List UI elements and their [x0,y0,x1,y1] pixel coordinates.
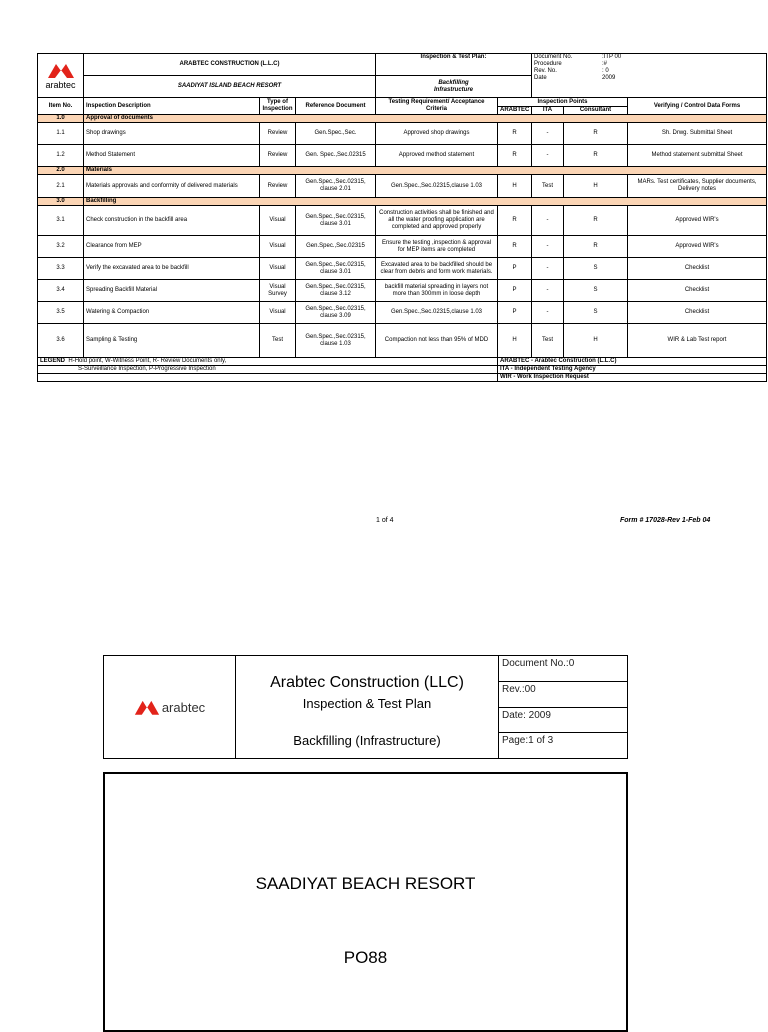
section-title: Materials [84,167,767,175]
table-row [38,258,767,280]
procedure-label: Procedure [534,61,562,67]
section-row [38,115,767,123]
item-ita: - [532,145,564,167]
itp-table [37,53,767,382]
item-no: 3.6 [38,324,84,358]
table-row [38,175,767,198]
item-arabtec: R [498,123,532,145]
item-consultant: S [564,258,628,280]
item-ita: Test [532,175,564,198]
legend-spacer [38,374,498,382]
header-verifying: Verifying / Control Data Forms [628,98,767,115]
doc-no-value: :ITP 00 [602,54,622,60]
header-arabtec: ARABTEC [498,107,532,115]
header-ita: ITA [532,107,564,115]
item-reference: Gen.Spec.,Sec.02315, clause 3.01 [296,206,376,236]
item-no: 3.1 [38,206,84,236]
cover-header [103,655,628,759]
plan-subtitle-2: Infrastructure [433,86,473,93]
abbr-wir: WIR - Work Inspection Request [498,374,767,382]
item-type: Visual [260,258,296,280]
item-type: Visual [260,302,296,324]
item-criteria: Gen.Spec.,Sec.02315,clause 1.03 [376,302,498,324]
item-description: Clearance from MEP [84,236,260,258]
item-arabtec: H [498,324,532,358]
item-forms: Method statement submittal Sheet [628,145,767,167]
cover-doc-info [499,656,627,758]
abbr-arabtec: ARABTEC - Arabtec Construction (L.L.C) [498,358,767,366]
cover-date: Date: 2009 [499,708,627,734]
item-consultant: R [564,145,628,167]
item-arabtec: P [498,280,532,302]
item-reference: Gen.Spec.,Sec.02315 [296,236,376,258]
item-type: Visual Survey [260,280,296,302]
item-consultant: H [564,324,628,358]
item-ita: Test [532,324,564,358]
item-criteria: Approved method statement [376,145,498,167]
cover-logo [104,656,236,758]
section-row [38,167,767,175]
arabtec-logo-icon [46,62,76,78]
rev-label: Rev. No. [534,68,557,74]
item-no: 3.4 [38,280,84,302]
item-no: 1.2 [38,145,84,167]
page-number: 1 of 4 [376,517,394,524]
item-ita: - [532,302,564,324]
header-type: Type of Inspection [260,98,296,115]
cover-body [103,772,628,1032]
item-no: 3.3 [38,258,84,280]
item-arabtec: H [498,175,532,198]
table-row [38,280,767,302]
cover-logo-wordmark: arabtec [161,699,206,715]
date-label: Date [534,75,547,81]
item-criteria: Excavated area to be backfilled should be clear from debris and form work materials. [376,258,498,280]
cover-project: SAADIYAT BEACH RESORT [255,874,476,893]
section-title: Backfilling [84,198,767,206]
item-ita: - [532,123,564,145]
header-criteria: Testing Requirement/ Acceptance Criteria [376,98,498,115]
section-no: 3.0 [38,198,84,206]
section-title: Approval of documents [84,115,767,123]
item-ita: - [532,258,564,280]
item-type: Test [260,324,296,358]
header-item-no: Item No. [38,98,84,115]
item-description: Verify the excavated area to be backfill [84,258,260,280]
legend [38,358,498,366]
cover-scope: Backfilling (Infrastructure) [293,733,441,748]
header-reference: Reference Document [296,98,376,115]
item-type: Visual [260,236,296,258]
legend-line-2: S-Surveillance Inspection, P-Progressive Inspection [38,366,498,374]
logo-wordmark: arabtec [45,79,76,90]
item-criteria: Construction activities shall be finished and all the water proofing application are completed and approved properly [376,206,498,236]
table-row [38,236,767,258]
item-description: Check construction in the backfill area [84,206,260,236]
item-no: 2.1 [38,175,84,198]
plan-title: Inspection & Test Plan: [376,54,532,76]
item-description: Materials approvals and conformity of delivered materials [84,175,260,198]
item-type: Review [260,145,296,167]
legend-line-1: H-Hold point, W-Witness Point, R- Review Documents only, [68,358,227,364]
header-description: Inspection Description [84,98,260,115]
item-no: 1.1 [38,123,84,145]
form-number: Form # 17028-Rev 1-Feb 04 [620,517,711,524]
table-row [38,302,767,324]
item-forms: Approved WIR's [628,206,767,236]
item-forms: WIR & Lab Test report [628,324,767,358]
cover-po: PO88 [343,948,388,967]
item-forms: MARs. Test certificates, Supplier documents, Delivery notes [628,175,767,198]
abbr-ita: ITA - Independent Testing Agency [498,366,767,374]
item-reference: Gen.Spec.,Sec. [296,123,376,145]
table-row [38,206,767,236]
item-reference: Gen. Spec.,Sec.02315 [296,145,376,167]
legend-label: LEGEND [40,358,66,364]
item-arabtec: P [498,302,532,324]
item-reference: Gen.Spec.,Sec.02315, clause 3.01 [296,258,376,280]
doc-info [532,54,767,98]
item-type: Review [260,175,296,198]
table-row [38,123,767,145]
itp-sheet [37,53,766,382]
item-forms: Checklist [628,258,767,280]
cover-rev: Rev.:00 [499,682,627,708]
item-consultant: R [564,206,628,236]
item-arabtec: P [498,258,532,280]
item-description: Sampling & Testing [84,324,260,358]
rev-value: : 0 [602,68,609,74]
section-row [38,198,767,206]
item-forms: Approved WIR's [628,236,767,258]
cover-company: Arabtec Construction (LLC) [270,674,464,691]
item-type: Review [260,123,296,145]
item-criteria: Approved shop drawings [376,123,498,145]
item-consultant: R [564,123,628,145]
item-consultant: S [564,302,628,324]
plan-subtitle-1: Backfilling [438,79,469,86]
item-description: Watering & Compaction [84,302,260,324]
company-logo [38,54,84,98]
cover-page: Page:1 of 3 [502,735,554,747]
item-forms: Checklist [628,302,767,324]
item-ita: - [532,280,564,302]
doc-no-label: Document No. [534,54,573,60]
item-forms: Sh. Drwg. Submittal Sheet [628,123,767,145]
item-criteria: Ensure the testing ,inspection & approval for MEP items are completed [376,236,498,258]
item-ita: - [532,236,564,258]
item-arabtec: R [498,206,532,236]
item-description: Method Statement [84,145,260,167]
item-ita: - [532,206,564,236]
item-no: 3.5 [38,302,84,324]
item-reference: Gen.Spec.,Sec.02315, clause 1.03 [296,324,376,358]
section-no: 1.0 [38,115,84,123]
item-reference: Gen.Spec.,Sec.02315, clause 2.01 [296,175,376,198]
item-description: Spreading Backfill Material [84,280,260,302]
cover-title-block [236,656,499,758]
item-criteria: Gen.Spec.,Sec.02315,clause 1.03 [376,175,498,198]
table-row [38,145,767,167]
item-criteria: backfill material spreading in layers not more than 300mm in loose depth [376,280,498,302]
date-value: 2009 [602,75,616,81]
header-inspection-points: Inspection Points [498,98,628,107]
itp-rows [38,115,767,358]
cover-doc-no: Document No.:0 [499,656,627,682]
item-description: Shop drawings [84,123,260,145]
header-consultant: Consultant [564,107,628,115]
item-consultant: H [564,175,628,198]
arabtec-logo-icon [134,698,160,716]
cover-plan: Inspection & Test Plan [302,696,432,711]
project-name: SAADIYAT ISLAND BEACH RESORT [84,76,376,98]
item-no: 3.2 [38,236,84,258]
item-type: Visual [260,206,296,236]
procedure-value: :# [602,61,608,67]
item-reference: Gen.Spec.,Sec.02315, clause 3.12 [296,280,376,302]
item-criteria: Compaction not less than 95% of MDD [376,324,498,358]
item-arabtec: R [498,236,532,258]
item-forms: Checklist [628,280,767,302]
company-name: ARABTEC CONSTRUCTION (L.L.C) [84,54,376,76]
item-consultant: R [564,236,628,258]
plan-subtitle [376,76,532,98]
table-row [38,324,767,358]
section-no: 2.0 [38,167,84,175]
item-consultant: S [564,280,628,302]
item-arabtec: R [498,145,532,167]
item-reference: Gen.Spec.,Sec.02315, clause 3.09 [296,302,376,324]
